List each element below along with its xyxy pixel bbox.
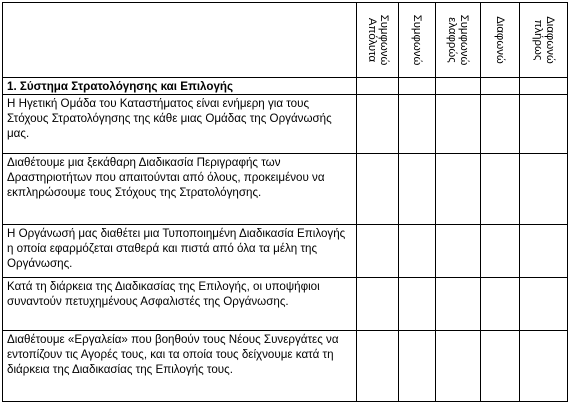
- statement-row: [3, 95, 568, 154]
- rating-cell-agree[interactable]: [399, 95, 436, 154]
- statement-row: [3, 225, 568, 278]
- rating-cell-agree[interactable]: [399, 154, 436, 225]
- header-label: πλήρως: [531, 19, 544, 61]
- header-label: Απόλυτα: [365, 17, 378, 63]
- section-empty-cell: [481, 78, 520, 95]
- section-empty-cell: [357, 78, 399, 95]
- rating-cell-disagree-completely[interactable]: [520, 331, 568, 402]
- section-empty-cell: [399, 78, 436, 95]
- section-empty-cell: [520, 78, 568, 95]
- rating-cell-agree[interactable]: [399, 225, 436, 278]
- statement-text: Κατά τη διάρκεια της Διαδικασίας της Επιλογής, οι υποψήφιοι συναντούν πετυχημένους Ασφαλιστές της Οργάνωσης.: [3, 278, 357, 331]
- header-disagree-completely: [520, 3, 568, 78]
- rating-cell-agree-completely[interactable]: [357, 95, 399, 154]
- rating-cell-disagree[interactable]: [481, 225, 520, 278]
- rating-cell-agree-completely[interactable]: [357, 225, 399, 278]
- rating-cell-disagree-completely[interactable]: [520, 225, 568, 278]
- header-label: Συμφωνώ: [411, 14, 423, 66]
- rating-cell-agree-slightly[interactable]: [436, 331, 481, 402]
- header-row: [3, 3, 568, 78]
- rating-cell-agree-slightly[interactable]: [436, 95, 481, 154]
- header-label: Διαφωνώ: [543, 16, 556, 64]
- rating-cell-agree-slightly[interactable]: [436, 225, 481, 278]
- rating-cell-agree-completely[interactable]: [357, 154, 399, 225]
- header-label: Διαφωνώ: [494, 16, 506, 64]
- rating-cell-disagree[interactable]: [481, 278, 520, 331]
- rating-cell-agree-slightly[interactable]: [436, 154, 481, 225]
- rating-cell-disagree[interactable]: [481, 154, 520, 225]
- section-title: 1. Σύστημα Στρατολόγησης και Επιλογής: [3, 78, 357, 95]
- statement-row: [3, 154, 568, 225]
- statement-text: Διαθέτουμε μια ξεκάθαρη Διαδικασία Περιγραφής των Δραστηριοτήτων που απαιτούνται από όλους, προκειμένου να εκπληρώσουμε τους Στόχους της Στρατολόγησης.: [3, 154, 357, 225]
- rating-cell-agree-completely[interactable]: [357, 331, 399, 402]
- rating-cell-agree[interactable]: [399, 331, 436, 402]
- rating-cell-disagree[interactable]: [481, 95, 520, 154]
- header-disagree: [481, 3, 520, 78]
- section-row: [3, 78, 568, 95]
- rating-cell-agree[interactable]: [399, 278, 436, 331]
- header-blank-cell: [3, 3, 357, 78]
- header-agree-slightly: [436, 3, 481, 78]
- rating-cell-disagree-completely[interactable]: [520, 154, 568, 225]
- statement-text: Η Οργάνωσή μας διαθέτει μια Τυποποιημένη Διαδικασία Επιλογής η οποία εφαρμόζεται σταθερά και πιστά από όλα τα μέλη της Οργάνωσης.: [3, 225, 357, 278]
- header-agree: [399, 3, 436, 78]
- header-label: Συμφωνώ: [377, 14, 390, 66]
- header-label: Συμφωνώ: [458, 14, 470, 66]
- rating-cell-disagree-completely[interactable]: [520, 278, 568, 331]
- section-empty-cell: [436, 78, 481, 95]
- questionnaire-table: [2, 2, 568, 402]
- rating-cell-agree-completely[interactable]: [357, 278, 399, 331]
- statement-row: [3, 331, 568, 402]
- header-label: ελαφρώς: [446, 17, 458, 63]
- rating-cell-disagree-completely[interactable]: [520, 95, 568, 154]
- header-agree-completely: [357, 3, 399, 78]
- statement-text: Διαθέτουμε «Εργαλεία» που βοηθούν τους Νέους Συνεργάτες να εντοπίζουν τις Αγορές τους, και τα οποία τους δείχνουμε κατά τη διάρκεια της Διαδικασίας της Επιλογής τους.: [3, 331, 357, 402]
- rating-cell-disagree[interactable]: [481, 331, 520, 402]
- statement-row: [3, 278, 568, 331]
- statement-text: Η Ηγετική Ομάδα του Καταστήματος είναι ενήμερη για τους Στόχους Στρατολόγησης της κάθε μιας Ομάδας της Οργάνωσής μας.: [3, 95, 357, 154]
- rating-cell-agree-slightly[interactable]: [436, 278, 481, 331]
